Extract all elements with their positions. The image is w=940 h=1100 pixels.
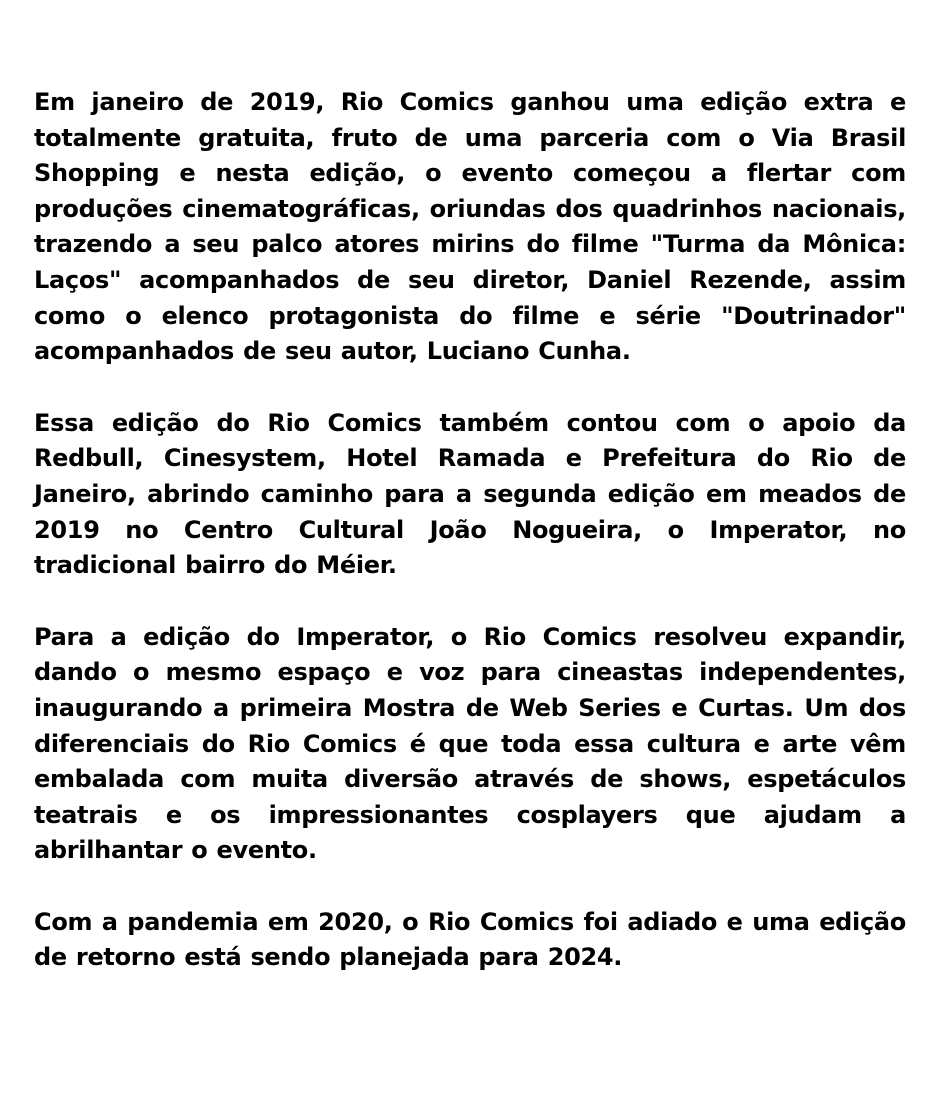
paragraph-via-brasil-edition: Em janeiro de 2019, Rio Comics ganhou uma edição extra e totalmente gratuita, fruto de uma parceria com o Via Brasil Shopping e nesta edição, o evento começou a flertar com produções cinematográficas, oriundas dos quadrinhos nacionais, trazendo a seu palco atores mirins do filme "Turma da Mônica: Laços" acompanhados de seu diretor, Daniel Rezende, assim como o elenco protagonista do filme e série "Doutrinador" acompanhados de seu autor, Luciano Cunha. bbox=[34, 88, 906, 366]
paragraph-imperator-edition: Para a edição do Imperator, o Rio Comics resolveu expandir, dando o mesmo espaço e voz para cineastas independentes, inaugurando a primeira Mostra de Web Series e Curtas. Um dos diferenciais do Rio Comics é que toda essa cultura e arte vêm embalada com muita diversão através de shows, espetáculos teatrais e os impressionantes cosplayers que ajudam a abrilhantar o evento. bbox=[34, 622, 906, 865]
paragraph-sponsors-imperator: Essa edição do Rio Comics também contou com o apoio da Redbull, Cinesystem, Hotel Ramada e Prefeitura do Rio de Janeiro, abrindo caminho para a segunda edição em meados de 2019 no Centro Cultural João Nogueira, o Imperator, no tradicional bairro do Méier. bbox=[34, 408, 906, 580]
paragraph-pandemia: Com a pandemia em 2020, o Rio Comics foi adiado e uma edição de retorno está sendo planejada para 2024. bbox=[34, 907, 906, 972]
document-body bbox=[34, 85, 906, 976]
